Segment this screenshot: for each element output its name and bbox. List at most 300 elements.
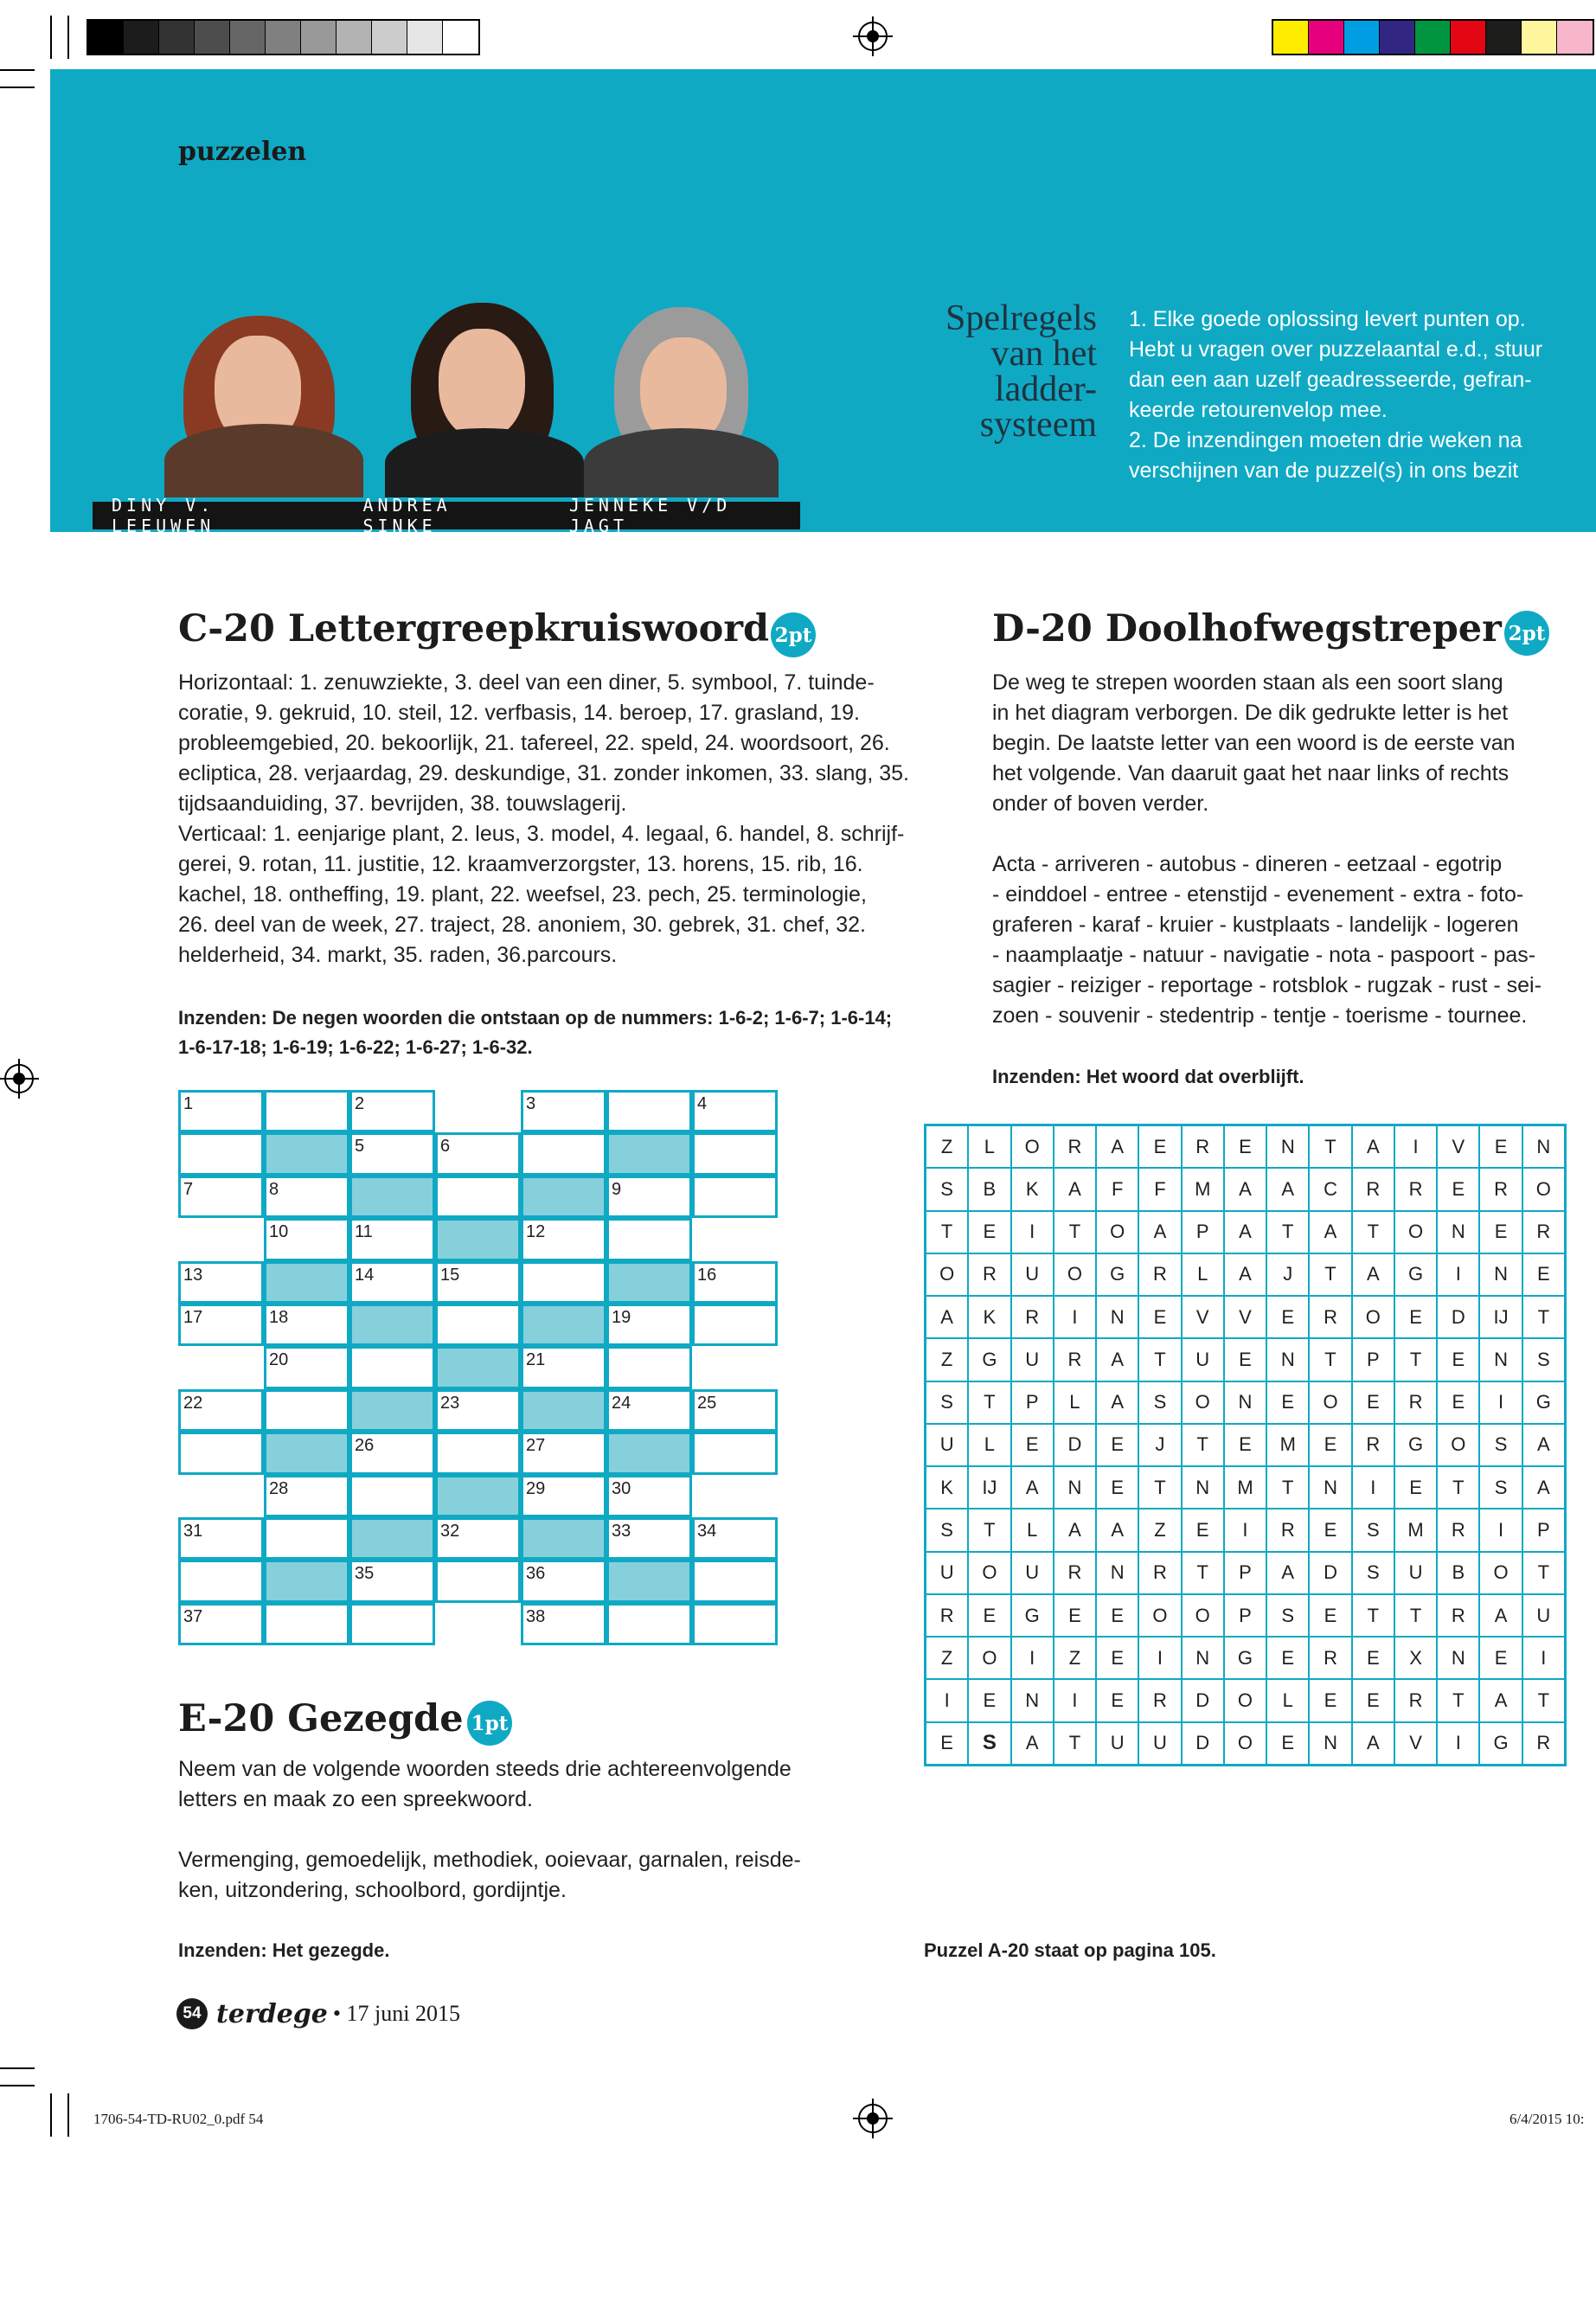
crossword-cell — [606, 1603, 692, 1645]
crossword-shaded-cell — [349, 1304, 435, 1346]
wordsearch-letter: U — [1096, 1722, 1138, 1765]
wordsearch-letter: A — [1352, 1722, 1394, 1765]
wordsearch-letter: E — [1138, 1296, 1181, 1338]
wordsearch-letter: T — [1309, 1125, 1351, 1168]
wordsearch-letter: G — [1011, 1594, 1054, 1637]
crossword-cell — [606, 1304, 692, 1346]
wordsearch-letter: T — [1522, 1296, 1565, 1338]
wordsearch-letter: E — [1352, 1679, 1394, 1721]
wordsearch-letter: R — [1522, 1211, 1565, 1253]
wordsearch-letter: R — [1266, 1509, 1309, 1551]
crossword-shaded-cell — [606, 1261, 692, 1304]
wordsearch-letter: N — [1479, 1253, 1522, 1296]
section-label: puzzelen — [178, 137, 307, 167]
wordsearch-letter: T — [1182, 1424, 1224, 1466]
crossword-cell — [521, 1132, 606, 1175]
wordsearch-letter: S — [1352, 1509, 1394, 1551]
editor-name: ANDREA SINKE — [362, 495, 452, 536]
crossword-shaded-cell — [435, 1475, 521, 1517]
wordsearch-letter: E — [1096, 1594, 1138, 1637]
crossword-cell — [178, 1132, 264, 1175]
wordsearch-letter: L — [1011, 1509, 1054, 1551]
crossword-cell — [606, 1090, 692, 1132]
crossword-number: 31 — [183, 1522, 203, 1541]
crossword-cell — [606, 1218, 692, 1260]
wordsearch-letter: R — [1522, 1722, 1565, 1765]
wordsearch-letter: A — [1479, 1679, 1522, 1721]
crossword-cell — [178, 1176, 264, 1218]
crossword-shaded-cell — [349, 1176, 435, 1218]
wordsearch-letter: I — [1224, 1509, 1266, 1551]
crossword-cell — [692, 1389, 778, 1432]
wordsearch-letter: I — [1011, 1637, 1054, 1679]
wordsearch-letter: L — [968, 1125, 1010, 1168]
wordsearch-letter: T — [1309, 1338, 1351, 1381]
crossword-number: 16 — [697, 1265, 717, 1285]
wordsearch-letter: R — [1138, 1679, 1181, 1721]
wordsearch-letter: E — [968, 1679, 1010, 1721]
wordsearch-letter: T — [1138, 1338, 1181, 1381]
crossword-cell — [435, 1517, 521, 1560]
crossword-number: 29 — [526, 1478, 546, 1498]
wordsearch-letter: O — [1224, 1722, 1266, 1765]
wordsearch-letter: A — [1522, 1424, 1565, 1466]
wordsearch-letter: O — [1054, 1253, 1096, 1296]
crossword-cell — [264, 1090, 349, 1132]
wordsearch-letter: A — [1479, 1594, 1522, 1637]
wordsearch-letter: N — [1266, 1338, 1309, 1381]
wordsearch-letter: E — [1054, 1594, 1096, 1637]
process-color-bar — [1272, 19, 1594, 55]
crossword-cell — [435, 1432, 521, 1474]
wordsearch-letter: U — [1011, 1338, 1054, 1381]
wordsearch-letter: E — [1437, 1168, 1479, 1210]
crossword-cell — [264, 1603, 349, 1645]
wordsearch-letter: E — [1352, 1637, 1394, 1679]
wordsearch-letter: R — [1054, 1552, 1096, 1594]
crossword-number: 30 — [612, 1478, 631, 1498]
crossword-cell — [692, 1517, 778, 1560]
crossword-number: 10 — [269, 1222, 289, 1242]
wordsearch-letter: E — [1266, 1296, 1309, 1338]
crop-mark — [50, 2093, 52, 2137]
wordsearch-letter: E — [1309, 1679, 1351, 1721]
wordsearch-letter: I — [1054, 1679, 1096, 1721]
wordsearch-letter: R — [1437, 1594, 1479, 1637]
wordsearch-letter: O — [1138, 1594, 1181, 1637]
editor-name: DINY V. LEEUWEN — [112, 495, 215, 536]
crossword-cell — [349, 1432, 435, 1474]
wordsearch-letter: N — [1309, 1722, 1351, 1765]
wordsearch-letter: G — [1522, 1381, 1565, 1424]
wordsearch-grid — [924, 1124, 1567, 1766]
wordsearch-letter: X — [1394, 1637, 1437, 1679]
wordsearch-letter: A — [1011, 1466, 1054, 1509]
wordsearch-letter: S — [1352, 1552, 1394, 1594]
wordsearch-letter: I — [1054, 1296, 1096, 1338]
crossword-number: 5 — [355, 1137, 365, 1157]
crossword-cell — [521, 1218, 606, 1260]
wordsearch-letter: A — [1054, 1509, 1096, 1551]
wordsearch-letter: N — [1437, 1211, 1479, 1253]
crossword-cell — [435, 1176, 521, 1218]
wordsearch-letter: E — [1224, 1125, 1266, 1168]
wordsearch-letter: E — [1522, 1253, 1565, 1296]
puzzle-c-points-badge: 2pt — [771, 612, 816, 657]
crossword-number: 36 — [526, 1564, 546, 1584]
wordsearch-letter: D — [1309, 1552, 1351, 1594]
crossword-cell — [264, 1218, 349, 1260]
wordsearch-letter: N — [1096, 1296, 1138, 1338]
crossword-number: 18 — [269, 1308, 289, 1327]
wordsearch-letter: E — [1352, 1381, 1394, 1424]
crossword-cell — [178, 1432, 264, 1474]
wordsearch-letter: G — [1224, 1637, 1266, 1679]
wordsearch-letter: T — [1309, 1253, 1351, 1296]
issue-date: • 17 juni 2015 — [332, 2001, 460, 2026]
crossword-cell — [521, 1432, 606, 1474]
crossword-cell — [521, 1603, 606, 1645]
crossword-cell — [178, 1090, 264, 1132]
wordsearch-letter: I — [1352, 1466, 1394, 1509]
wordsearch-letter: A — [1266, 1552, 1309, 1594]
page-number: 54 — [176, 1998, 208, 2029]
puzzle-a-note: Puzzel A-20 staat op pagina 105. — [924, 1939, 1216, 1961]
crossword-cell — [692, 1304, 778, 1346]
wordsearch-letter: U — [926, 1552, 968, 1594]
wordsearch-letter: O — [1352, 1296, 1394, 1338]
crossword-cell — [692, 1603, 778, 1645]
crossword-cell — [606, 1475, 692, 1517]
wordsearch-letter: A — [1096, 1338, 1138, 1381]
crossword-shaded-cell — [264, 1261, 349, 1304]
wordsearch-letter: M — [1182, 1168, 1224, 1210]
crop-mark — [0, 2067, 35, 2069]
wordsearch-start-letter: S — [968, 1722, 1010, 1765]
crossword-number: 17 — [183, 1308, 203, 1327]
crossword-cell — [264, 1517, 349, 1560]
wordsearch-letter: L — [1266, 1679, 1309, 1721]
wordsearch-letter: N — [1054, 1466, 1096, 1509]
wordsearch-letter: O — [1522, 1168, 1565, 1210]
crossword-number: 8 — [269, 1179, 279, 1199]
crossword-shaded-cell — [264, 1132, 349, 1175]
wordsearch-letter: S — [926, 1168, 968, 1210]
wordsearch-letter: G — [1394, 1424, 1437, 1466]
wordsearch-letter: T — [1394, 1594, 1437, 1637]
wordsearch-letter: T — [1054, 1722, 1096, 1765]
crossword-cell — [264, 1389, 349, 1432]
editor-photo-2 — [376, 294, 588, 497]
wordsearch-letter: F — [1138, 1168, 1181, 1210]
wordsearch-letter: S — [1479, 1424, 1522, 1466]
crossword-cell — [178, 1560, 264, 1602]
puzzle-d-intro: De weg te strepen woorden staan als een soort slang in het diagram verborgen. De dik gedrukte letter is het begin. De laatste letter van een woord is de eerste van het volgende. Van daaruit gaat het naar links of rechts onder of boven verder. — [992, 670, 1516, 816]
wordsearch-letter: A — [1352, 1125, 1394, 1168]
wordsearch-letter: V — [1224, 1296, 1266, 1338]
crossword-cell — [178, 1603, 264, 1645]
crossword-number: 35 — [355, 1564, 375, 1584]
crossword-number: 1 — [183, 1094, 194, 1113]
wordsearch-letter: I — [1394, 1125, 1437, 1168]
wordsearch-letter: R — [1182, 1125, 1224, 1168]
crossword-number: 22 — [183, 1393, 203, 1413]
wordsearch-letter: T — [1522, 1552, 1565, 1594]
puzzle-c-title: C-20 Lettergreepkruiswoord — [178, 607, 770, 651]
wordsearch-letter: E — [1096, 1637, 1138, 1679]
wordsearch-letter: S — [926, 1381, 968, 1424]
wordsearch-letter: Z — [1054, 1637, 1096, 1679]
wordsearch-letter: T — [1394, 1338, 1437, 1381]
wordsearch-letter: G — [968, 1338, 1010, 1381]
wordsearch-letter: Z — [1138, 1509, 1181, 1551]
wordsearch-letter: R — [1394, 1679, 1437, 1721]
wordsearch-letter: A — [1224, 1168, 1266, 1210]
wordsearch-letter: E — [1011, 1424, 1054, 1466]
wordsearch-letter: O — [1437, 1424, 1479, 1466]
wordsearch-letter: E — [1266, 1637, 1309, 1679]
wordsearch-letter: J — [1138, 1424, 1181, 1466]
crossword-cell — [521, 1346, 606, 1388]
wordsearch-letter: A — [1224, 1253, 1266, 1296]
crossword-cell — [692, 1261, 778, 1304]
puzzle-e-title: E-20 Gezegde — [178, 1697, 464, 1740]
crossword-shaded-cell — [606, 1432, 692, 1474]
wordsearch-letter: N — [1096, 1552, 1138, 1594]
crossword-number: 26 — [355, 1436, 375, 1456]
crossword-cell — [606, 1176, 692, 1218]
crossword-cell — [264, 1475, 349, 1517]
wordsearch-letter: R — [926, 1594, 968, 1637]
wordsearch-letter: A — [1011, 1722, 1054, 1765]
puzzle-e-words: Vermenging, gemoedelijk, methodiek, ooievaar, garnalen, reisde- ken, uitzondering, schoolbord, gordijntje. — [178, 1848, 801, 1902]
crossword-cell — [692, 1560, 778, 1602]
wordsearch-letter: V — [1182, 1296, 1224, 1338]
wordsearch-letter: E — [926, 1722, 968, 1765]
wordsearch-letter: T — [1266, 1466, 1309, 1509]
crossword-number: 4 — [697, 1094, 708, 1113]
crossword-grid — [178, 1090, 778, 1649]
wordsearch-letter: A — [1054, 1168, 1096, 1210]
crossword-cell — [349, 1603, 435, 1645]
print-slug-date: 6/4/2015 10: — [1509, 2111, 1585, 2127]
crossword-number: 37 — [183, 1606, 203, 1626]
crossword-number: 33 — [612, 1522, 631, 1541]
wordsearch-letter: R — [1054, 1338, 1096, 1381]
wordsearch-letter: K — [1011, 1168, 1054, 1210]
crossword-shaded-cell — [264, 1432, 349, 1474]
wordsearch-letter: O — [1394, 1211, 1437, 1253]
wordsearch-letter: E — [1266, 1722, 1309, 1765]
wordsearch-letter: I — [1479, 1509, 1522, 1551]
wordsearch-letter: Z — [926, 1125, 968, 1168]
wordsearch-letter: T — [1182, 1552, 1224, 1594]
crossword-number: 19 — [612, 1308, 631, 1327]
crossword-cell — [692, 1176, 778, 1218]
wordsearch-letter: A — [1352, 1253, 1394, 1296]
crossword-number: 27 — [526, 1436, 546, 1456]
crossword-shaded-cell — [606, 1132, 692, 1175]
wordsearch-letter: N — [1224, 1381, 1266, 1424]
wordsearch-letter: R — [1394, 1381, 1437, 1424]
wordsearch-letter: M — [1224, 1466, 1266, 1509]
wordsearch-letter: N — [1182, 1637, 1224, 1679]
wordsearch-letter: E — [1437, 1381, 1479, 1424]
wordsearch-letter: A — [1266, 1168, 1309, 1210]
wordsearch-letter: N — [1437, 1637, 1479, 1679]
crossword-cell — [606, 1346, 692, 1388]
puzzle-c-submit: Inzenden: De negen woorden die ontstaan op de nummers: 1-6-2; 1-6-7; 1-6-14; 1-6-17-18; 1-6-19; 1-6-22; 1-6-27; 1-6-32. — [178, 1007, 893, 1058]
crossword-cell — [349, 1346, 435, 1388]
wordsearch-letter: E — [1309, 1509, 1351, 1551]
crossword-cell — [606, 1517, 692, 1560]
wordsearch-letter: A — [1224, 1211, 1266, 1253]
wordsearch-letter: Z — [926, 1338, 968, 1381]
crossword-number: 34 — [697, 1522, 717, 1541]
wordsearch-letter: I — [926, 1679, 968, 1721]
wordsearch-letter: O — [1479, 1552, 1522, 1594]
crossword-number: 24 — [612, 1393, 631, 1413]
crossword-shaded-cell — [349, 1517, 435, 1560]
wordsearch-letter: U — [926, 1424, 968, 1466]
wordsearch-letter: A — [926, 1296, 968, 1338]
wordsearch-letter: A — [1138, 1211, 1181, 1253]
registration-mark-icon — [4, 1064, 34, 1093]
registration-mark-icon — [858, 22, 888, 51]
crossword-cell — [264, 1304, 349, 1346]
crossword-cell — [435, 1304, 521, 1346]
crossword-cell — [692, 1132, 778, 1175]
editor-name: JENNEKE V/D JAGT — [568, 495, 732, 536]
puzzle-e-intro: Neem van de volgende woorden steeds drie achtereenvolgende letters en maak zo een spreekwoord. — [178, 1757, 792, 1811]
rules-body: 1. Elke goede oplossing levert punten op. Hebt u vragen over puzzelaantal e.d., stuur dan een aan uzelf geadresseerde, gefran- keerde retourenvelop mee. 2. De inzendingen moeten drie weken na verschijnen van de puzzel(s) in ons bezit — [1129, 307, 1543, 483]
crossword-cell — [435, 1261, 521, 1304]
wordsearch-letter: E — [1309, 1594, 1351, 1637]
crossword-cell — [349, 1261, 435, 1304]
crossword-number: 7 — [183, 1179, 194, 1199]
wordsearch-letter: S — [1479, 1466, 1522, 1509]
wordsearch-letter: D — [1182, 1679, 1224, 1721]
crossword-number: 11 — [355, 1222, 373, 1242]
wordsearch-letter: R — [1138, 1253, 1181, 1296]
crossword-shaded-cell — [521, 1304, 606, 1346]
crossword-number: 13 — [183, 1265, 203, 1285]
wordsearch-letter: T — [968, 1509, 1010, 1551]
wordsearch-letter: U — [1011, 1552, 1054, 1594]
crossword-number: 15 — [440, 1265, 460, 1285]
wordsearch-letter: K — [968, 1296, 1010, 1338]
crossword-cell — [264, 1176, 349, 1218]
wordsearch-letter: A — [1522, 1466, 1565, 1509]
wordsearch-letter: S — [926, 1509, 968, 1551]
wordsearch-letter: U — [1182, 1338, 1224, 1381]
crossword-cell — [349, 1132, 435, 1175]
wordsearch-letter: S — [1266, 1594, 1309, 1637]
puzzle-d-words: Acta - arriveren - autobus - dineren - eetzaal - egotrip - einddoel - entree - etenstijd - evenement - extra - foto- graferen - karaf - kruier - kustplaats - landelijk - logeren - naamplaatje - natuur - navigatie - nota - paspoort - pas- sagier - reiziger - reportage - rotsblok - rugzak - rust - sei- zoen - souvenir - stedentrip - tentje - toerisme - tournee. — [992, 852, 1542, 1028]
crossword-cell — [349, 1475, 435, 1517]
crop-mark — [0, 69, 35, 71]
crossword-number: 20 — [269, 1350, 289, 1370]
editor-names-bar — [93, 495, 800, 536]
puzzle-d-points-badge: 2pt — [1504, 611, 1549, 656]
wordsearch-letter: I — [1437, 1253, 1479, 1296]
wordsearch-letter: O — [1224, 1679, 1266, 1721]
wordsearch-letter: S — [1522, 1338, 1565, 1381]
wordsearch-letter: L — [968, 1424, 1010, 1466]
wordsearch-letter: G — [1479, 1722, 1522, 1765]
wordsearch-letter: T — [1437, 1466, 1479, 1509]
crossword-cell — [521, 1261, 606, 1304]
wordsearch-letter: I — [1138, 1637, 1181, 1679]
wordsearch-letter: O — [968, 1552, 1010, 1594]
wordsearch-letter: L — [1054, 1381, 1096, 1424]
wordsearch-letter: E — [1479, 1211, 1522, 1253]
crossword-shaded-cell — [435, 1346, 521, 1388]
crop-mark — [0, 87, 35, 88]
wordsearch-letter: T — [926, 1211, 968, 1253]
wordsearch-letter: M — [1394, 1509, 1437, 1551]
wordsearch-letter: E — [1479, 1125, 1522, 1168]
wordsearch-letter: R — [968, 1253, 1010, 1296]
crossword-cell — [349, 1560, 435, 1602]
crossword-number: 9 — [612, 1179, 622, 1199]
crossword-number: 14 — [355, 1265, 375, 1285]
puzzle-d-submit: Inzenden: Het woord dat overblijft. — [992, 1066, 1304, 1087]
wordsearch-letter: L — [1182, 1253, 1224, 1296]
wordsearch-letter: T — [1054, 1211, 1096, 1253]
crossword-cell — [692, 1432, 778, 1474]
wordsearch-letter: IJ — [968, 1466, 1010, 1509]
crossword-cell — [521, 1475, 606, 1517]
magazine-logo: terdege — [216, 1998, 328, 2029]
wordsearch-letter: I — [1011, 1211, 1054, 1253]
grayscale-color-bar — [87, 19, 480, 55]
wordsearch-letter: N — [1309, 1466, 1351, 1509]
wordsearch-letter: D — [1182, 1722, 1224, 1765]
wordsearch-letter: N — [1522, 1125, 1565, 1168]
crossword-cell — [435, 1132, 521, 1175]
crossword-shaded-cell — [606, 1560, 692, 1602]
wordsearch-letter: O — [1309, 1381, 1351, 1424]
crossword-cell — [692, 1090, 778, 1132]
wordsearch-letter: E — [1096, 1424, 1138, 1466]
crossword-cell — [178, 1389, 264, 1432]
wordsearch-letter: T — [1352, 1211, 1394, 1253]
wordsearch-letter: I — [1522, 1637, 1565, 1679]
wordsearch-letter: E — [1394, 1296, 1437, 1338]
wordsearch-letter: I — [1437, 1722, 1479, 1765]
wordsearch-letter: IJ — [1479, 1296, 1522, 1338]
wordsearch-letter: E — [1224, 1338, 1266, 1381]
wordsearch-letter: T — [968, 1381, 1010, 1424]
crossword-shaded-cell — [264, 1560, 349, 1602]
wordsearch-letter: U — [1138, 1722, 1181, 1765]
wordsearch-letter: R — [1309, 1296, 1351, 1338]
crossword-shaded-cell — [435, 1218, 521, 1260]
wordsearch-letter: U — [1394, 1552, 1437, 1594]
wordsearch-letter: E — [1224, 1424, 1266, 1466]
wordsearch-letter: F — [1096, 1168, 1138, 1210]
wordsearch-letter: O — [926, 1253, 968, 1296]
wordsearch-letter: E — [1096, 1679, 1138, 1721]
puzzle-e-submit: Inzenden: Het gezegde. — [178, 1939, 390, 1961]
crossword-shaded-cell — [521, 1389, 606, 1432]
wordsearch-letter: P — [1224, 1552, 1266, 1594]
crossword-cell — [178, 1304, 264, 1346]
wordsearch-letter: N — [1479, 1338, 1522, 1381]
wordsearch-letter: B — [1437, 1552, 1479, 1594]
crossword-cell — [521, 1090, 606, 1132]
